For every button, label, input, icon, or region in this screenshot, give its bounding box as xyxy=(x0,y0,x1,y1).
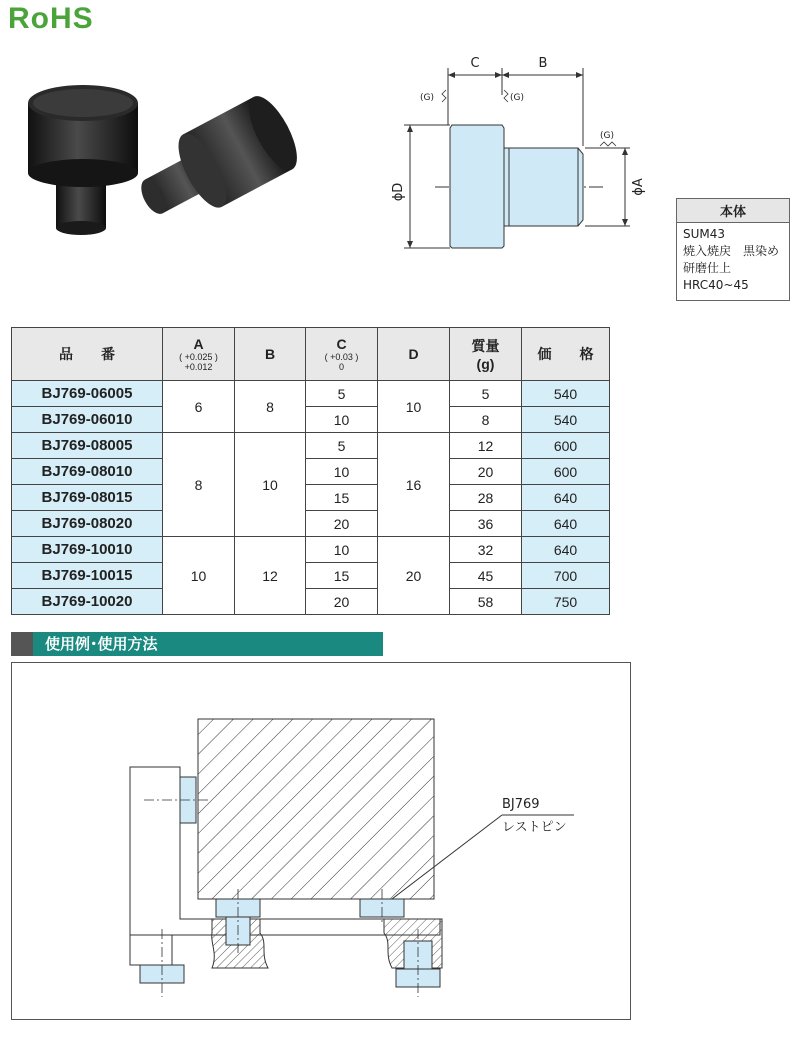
col-a-label: A xyxy=(193,336,204,352)
cell-c: 20 xyxy=(306,589,378,615)
material-box xyxy=(676,198,790,301)
material-line: 焼入焼戻 黒染め xyxy=(683,244,780,258)
part-number: BJ769-06005 xyxy=(12,381,163,407)
col-c: C ( +0.03 ) 0 xyxy=(306,328,378,381)
table-row xyxy=(12,563,610,589)
cell-price: 600 xyxy=(522,433,610,459)
cell-mass: 45 xyxy=(450,563,522,589)
col-mass-label: 質量 xyxy=(471,338,500,354)
usage-section-title: 使用例･使用方法 xyxy=(45,635,158,653)
cell-mass: 5 xyxy=(450,381,522,407)
table-row xyxy=(12,459,610,485)
cell-b: 10 xyxy=(235,433,306,537)
cell-price: 600 xyxy=(522,459,610,485)
material-line: 研磨仕上 xyxy=(683,261,732,275)
cell-price: 640 xyxy=(522,485,610,511)
cell-a: 8 xyxy=(163,433,235,537)
col-a: A ( +0.025 ) +0.012 xyxy=(163,328,235,381)
material-line: SUM43 xyxy=(683,227,726,241)
cell-price: 540 xyxy=(522,381,610,407)
col-mass-unit: (g) xyxy=(476,356,495,372)
cell-price: 540 xyxy=(522,407,610,433)
material-line: HRC40~45 xyxy=(683,278,749,292)
cell-price: 700 xyxy=(522,563,610,589)
c-tol-upper: +0.03 xyxy=(330,352,353,362)
g-mark-right: (G) xyxy=(600,131,614,141)
cell-d: 20 xyxy=(378,537,450,615)
a-tol-upper: +0.025 xyxy=(184,352,213,362)
col-price: 価 格 xyxy=(522,328,610,381)
cell-c: 10 xyxy=(306,407,378,433)
cell-c: 15 xyxy=(306,563,378,589)
cell-d: 10 xyxy=(378,381,450,433)
cell-b: 12 xyxy=(235,537,306,615)
table-row xyxy=(12,485,610,511)
g-mark-mid: (G) xyxy=(510,93,524,103)
dim-a-label: ϕA xyxy=(631,178,646,196)
cell-mass: 58 xyxy=(450,589,522,615)
cell-c: 5 xyxy=(306,381,378,407)
cell-mass: 32 xyxy=(450,537,522,563)
part-number: BJ769-08015 xyxy=(12,485,163,511)
cell-price: 640 xyxy=(522,511,610,537)
table-row xyxy=(12,433,610,459)
cell-d: 16 xyxy=(378,433,450,537)
cell-mass: 20 xyxy=(450,459,522,485)
part-number: BJ769-08010 xyxy=(12,459,163,485)
cell-price: 750 xyxy=(522,589,610,615)
a-tol-lower: +0.012 xyxy=(184,362,213,372)
table-row xyxy=(12,537,610,563)
cell-mass: 12 xyxy=(450,433,522,459)
part-number: BJ769-06010 xyxy=(12,407,163,433)
cell-a: 6 xyxy=(163,381,235,433)
col-part: 品 番 xyxy=(12,328,163,381)
table-row xyxy=(12,407,610,433)
cell-c: 10 xyxy=(306,459,378,485)
usage-section-header xyxy=(11,632,383,656)
cell-mass: 36 xyxy=(450,511,522,537)
col-c-label: C xyxy=(336,336,347,352)
dim-d-label: ϕD xyxy=(391,182,406,202)
cell-c: 10 xyxy=(306,537,378,563)
cell-a: 10 xyxy=(163,537,235,615)
c-tol-lower: 0 xyxy=(338,362,344,372)
part-number: BJ769-10015 xyxy=(12,563,163,589)
table-row xyxy=(12,511,610,537)
table-row xyxy=(12,381,610,407)
table-row xyxy=(12,589,610,615)
cell-c: 5 xyxy=(306,433,378,459)
part-number: BJ769-10020 xyxy=(12,589,163,615)
col-d: D xyxy=(378,328,450,381)
callout-name: レストピン xyxy=(502,820,567,835)
part-number: BJ769-08005 xyxy=(12,433,163,459)
cell-mass: 28 xyxy=(450,485,522,511)
g-mark-left: (G) xyxy=(420,93,434,103)
cell-mass: 8 xyxy=(450,407,522,433)
product-photo xyxy=(24,78,314,238)
cell-price: 640 xyxy=(522,537,610,563)
section-marker xyxy=(11,632,33,656)
usage-diagram xyxy=(11,662,631,1020)
col-b: B xyxy=(235,328,306,381)
col-mass xyxy=(450,328,522,381)
dimension-drawing xyxy=(380,50,660,260)
callout-part: BJ769 xyxy=(502,797,540,812)
dim-c-label: C xyxy=(470,56,480,71)
spec-table xyxy=(11,327,610,615)
cell-c: 15 xyxy=(306,485,378,511)
part-number: BJ769-10010 xyxy=(12,537,163,563)
cell-b: 8 xyxy=(235,381,306,433)
material-header: 本体 xyxy=(677,199,789,223)
dim-b-label: B xyxy=(538,56,548,71)
cell-c: 20 xyxy=(306,511,378,537)
rohs-logo: RoHS xyxy=(8,2,94,35)
part-number: BJ769-08020 xyxy=(12,511,163,537)
table-header-row xyxy=(12,328,610,381)
